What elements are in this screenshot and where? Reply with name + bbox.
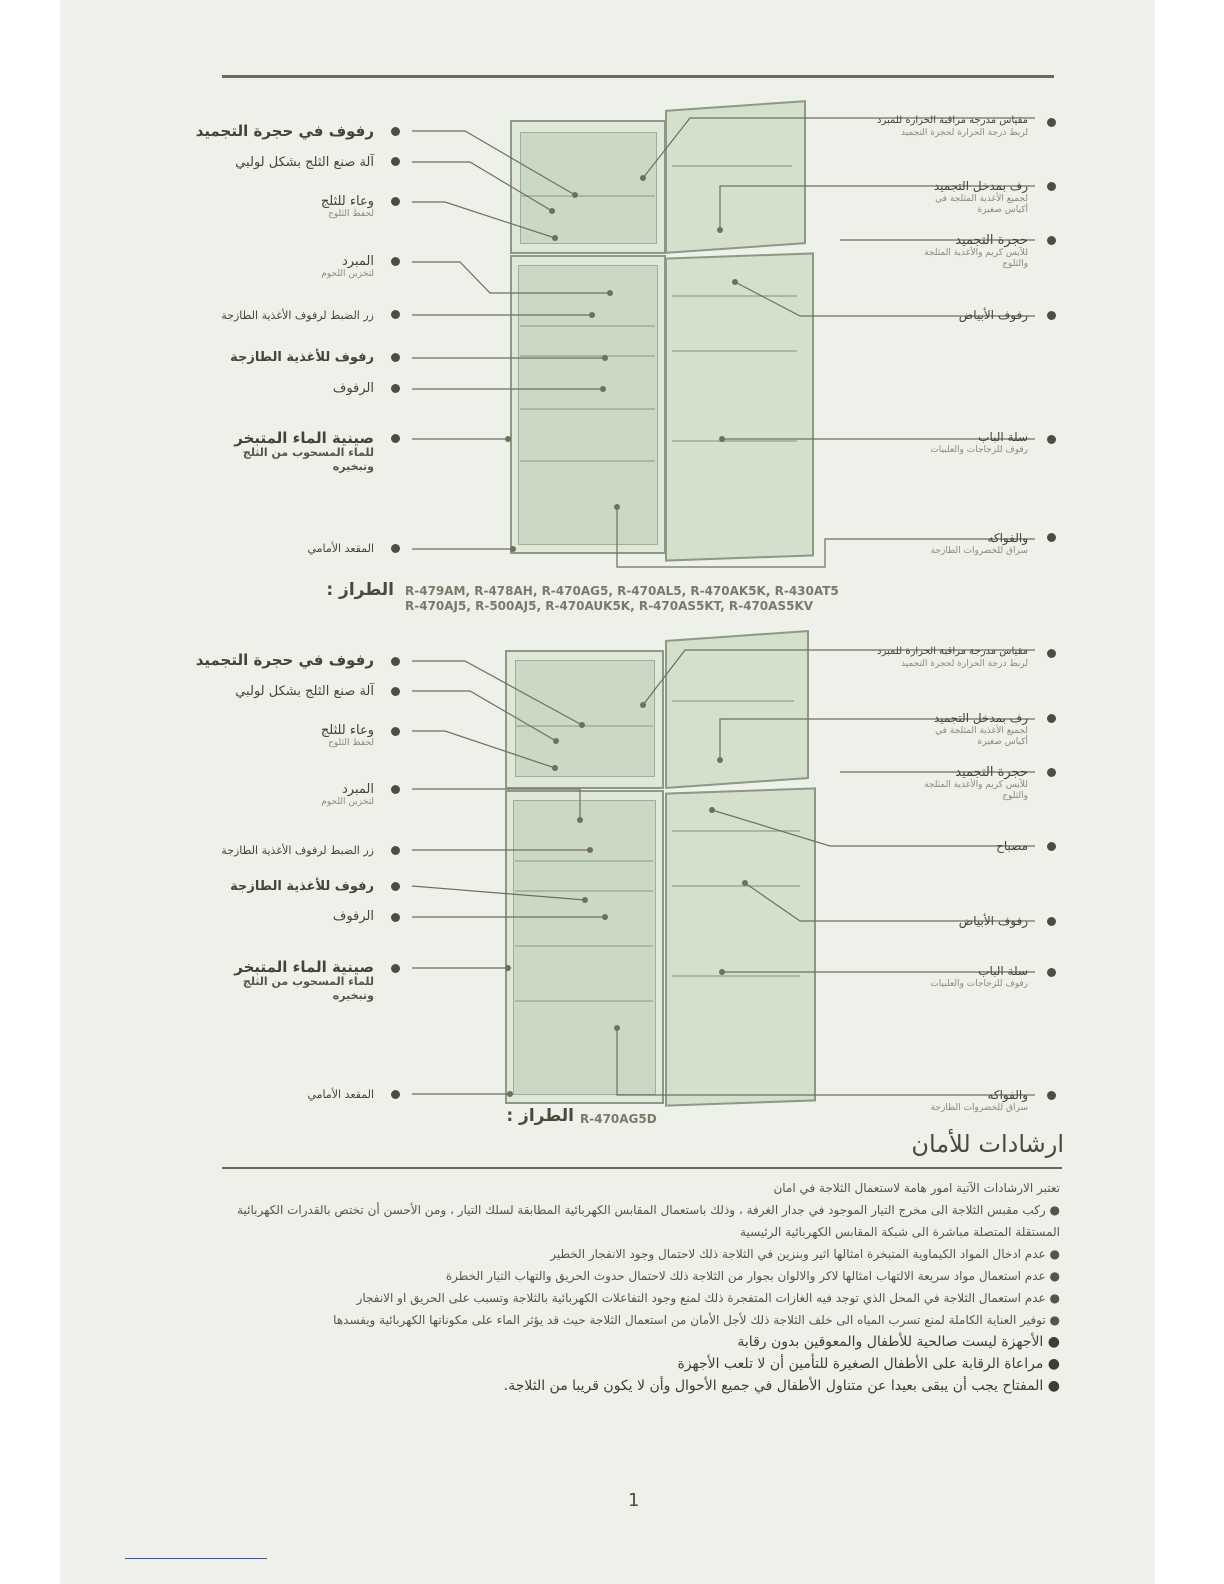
label-chiller: المبرد لتخزين اللحوم — [321, 254, 374, 279]
bullet — [1047, 714, 1056, 723]
bullet — [391, 157, 400, 166]
bullet — [1047, 182, 1056, 191]
bullet — [391, 846, 400, 855]
bullet — [391, 384, 400, 393]
label-ice-maker: آلة صنع الثلج بشكل لولبي — [235, 684, 374, 699]
bullet — [391, 1090, 400, 1099]
footer-link-rule — [125, 1558, 267, 1559]
label-shelves: الرفوف — [332, 909, 374, 924]
safety-item: ● ركب مقبس الثلاجة الى مخرج التيار الموجود في جدار الغرفة ، وذلك باستعمال المقابس الكهربائية المطابقة لسلك التيار ، ومن الأحسن أن تختص بالقدرات الكهربائية المستقلة المتصلة مباشرة الى شبكة المقابس الكهربائية الرئيسية — [237, 1203, 1060, 1239]
model-list-line2: R-470AJ5, R-500AJ5, R-470AUK5K, R-470AS5KT, R-470AS5KV — [405, 599, 814, 613]
label-shelf-adjust-button: زر الضبط لرفوف الأغذية الطازجة — [221, 844, 374, 857]
safety-item: ● توفير العناية الكاملة لمنع تسرب المياه الى خلف الثلاجة ذلك لأجل الأمان من استعمال الثلاجة حيث قد يؤثر الماء على مكوناتها الكهربائية ويفسدها — [333, 1313, 1060, 1327]
bullet — [391, 687, 400, 696]
bullet — [391, 964, 400, 973]
bullet — [1047, 917, 1056, 926]
label-door-basket: سلة الباب رفوف للزجاجات والعلبيات — [930, 964, 1028, 989]
bullet — [1047, 649, 1056, 658]
label-ice-container: وعاء للثلج لحفظ الثلوج — [320, 723, 374, 748]
bullet — [1047, 1091, 1056, 1100]
bullet — [391, 657, 400, 666]
model-bottom: R-470AG5D — [580, 1112, 657, 1126]
label-fresh-food-shelves: رفوف للأغذية الطازجة — [230, 350, 374, 365]
safety-item: ● الأجهزة ليست صالحية للأطفال والمعوقين بدون رقابة — [737, 1334, 1060, 1350]
bullet — [1047, 768, 1056, 777]
bullet — [391, 127, 400, 136]
bullet — [391, 882, 400, 891]
bullet — [1047, 311, 1056, 320]
model-list-line1: R-479AM, R-478AH, R-470AG5, R-470AL5, R-470AK5K, R-430AT5 — [405, 584, 839, 598]
label-egg-shelves: رفوف الأبياض — [958, 914, 1028, 928]
label-temperature-control: مقياس مدرجة مراقبة الحرارة للمبرد لربط درجة الحرارة لحجرة التجميد — [877, 646, 1028, 669]
label-freezer-compartment: حجرة التجميد للآيس كريم والأغذية المثلجة والثلوج — [924, 233, 1028, 269]
label-vegetable-crisper: والفواكه سراق للخضروات الطازجة — [930, 531, 1028, 556]
label-vegetable-crisper: والفواكه سراق للخضروات الطازجة — [930, 1088, 1028, 1113]
bullet — [1047, 533, 1056, 542]
safety-instructions — [215, 1177, 1060, 1397]
page-number: 1 — [628, 1490, 640, 1511]
label-freezer-door-shelf: رف بمدخل التجميد لجميع الأغذية المثلجة في أكياس صغيرة — [933, 711, 1028, 747]
bullet — [1047, 842, 1056, 851]
bullet — [391, 785, 400, 794]
label-evaporation-tray: صينية الماء المتبخر للماء المسحوب من الثلج وتبخيره — [234, 958, 374, 1002]
bullet — [391, 727, 400, 736]
label-front-base: المقعد الأمامي — [307, 542, 374, 555]
label-lamp: مصباح — [996, 839, 1028, 853]
label-freezer-door-shelf: رف بمدخل التجميد لجميع الأغذية المثلجة في أكياس صغيرة — [933, 179, 1028, 215]
bullet — [1047, 968, 1056, 977]
label-freezer-compartment: حجرة التجميد للآيس كريم والأغذية المثلجة والثلوج — [924, 765, 1028, 801]
safety-item: ● مراعاة الرقابة على الأطفال الصغيرة للتأمين أن لا تلعب الأجهزة — [677, 1356, 1060, 1372]
bullet — [1047, 236, 1056, 245]
label-freezer-shelves: رفوف في حجرة التجميد — [195, 122, 374, 140]
label-ice-container: وعاء للثلج لحفظ الثلوج — [320, 194, 374, 219]
label-temperature-control: مقياس مدرجة مراقبة الحرارة للمبرد لربط درجة الحرارة لحجرة التجميد — [877, 115, 1028, 138]
bullet — [1047, 435, 1056, 444]
bullet — [391, 434, 400, 443]
bullet — [391, 257, 400, 266]
bullet — [391, 913, 400, 922]
bullet — [1047, 118, 1056, 127]
bullet — [391, 353, 400, 362]
model-label-bottom: الطراز : — [506, 1106, 574, 1126]
label-evaporation-tray: صينية الماء المتبخر للماء المسحوب من الثلج وتبخيره — [234, 429, 374, 473]
label-freezer-shelves: رفوف في حجرة التجميد — [195, 651, 374, 669]
label-door-basket: سلة الباب رفوف للزجاجات والعلبيات — [930, 430, 1028, 455]
label-shelves: الرفوف — [332, 381, 374, 396]
bullet — [391, 544, 400, 553]
label-ice-maker: آلة صنع الثلج بشكل لولبي — [235, 155, 374, 170]
label-front-base: المقعد الأمامي — [307, 1088, 374, 1101]
label-fresh-food-shelves: رفوف للأغذية الطازجة — [230, 879, 374, 894]
section-rule — [222, 1167, 1062, 1169]
safety-item: ● عدم ادخال المواد الكيماوية المتبخرة امثالها اثير وبنزين في الثلاجة ذلك لاحتمال وجود الانفجار الخطير — [550, 1247, 1060, 1261]
label-shelf-adjust-button: زر الضبط لرفوف الأغذية الطازجة — [221, 309, 374, 322]
model-label-top: الطراز : — [326, 580, 394, 600]
safety-heading: ارشادات للأمان — [911, 1130, 1064, 1158]
safety-item: ● عدم استعمال الثلاجة في المحل الذي توجد فيه الغازات المتفجرة ذلك لمنع وجود التفاعلات الكهربائية بالثلاجة وتسبب على الحريق او الانفجار — [356, 1291, 1060, 1305]
label-egg-shelves: رفوف الأبياض — [958, 308, 1028, 322]
safety-item: ● عدم استعمال مواد سريعة الالتهاب امثالها لاكر والالوان بجوار من الثلاجة ذلك لاحتمال حدوث الحريق والتهاب التيار الخطرة — [445, 1269, 1060, 1283]
bullet — [391, 197, 400, 206]
safety-item: ● المفتاح يجب أن يبقى بعيدا عن متناول الأطفال في جميع الأحوال وأن لا يكون قريبا من الثلاجة. — [503, 1378, 1060, 1394]
bullet — [391, 310, 400, 319]
safety-intro: تعتبر الارشادات الآتية امور هامة لاستعمال الثلاجة في امان — [773, 1181, 1060, 1195]
label-chiller: المبرد لتخزين اللحوم — [321, 782, 374, 807]
